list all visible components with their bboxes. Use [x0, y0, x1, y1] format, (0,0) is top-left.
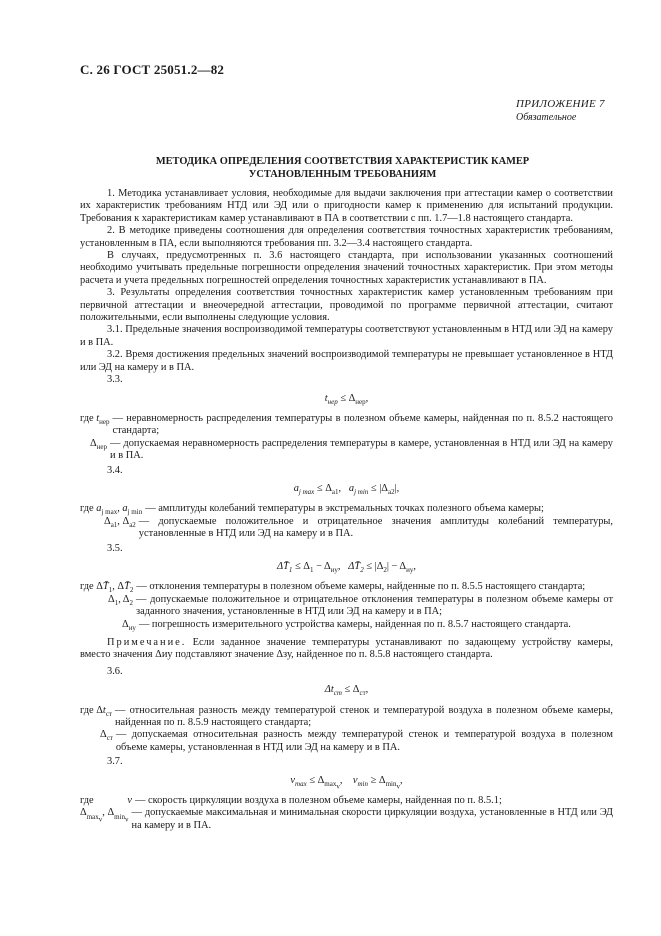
item-3-6: 3.6. [107, 665, 123, 677]
paragraph-3-1: 3.1. Предельные значения воспроизводимой температуры соответствуют установленным в НТД или ЭД на камеру и в ПА. [80, 324, 613, 348]
formula-3-4: $a_{j max} \le \Delta_{a1}$, $a_{j min} \le |\Delta_{a2}|$, [293, 482, 400, 497]
paragraph-2b: В случаях, предусмотренных п. 3.6 настоящего стандарта, при использовании указанных соотношений необходимо учитывать предельные погрешности определения значений точностных характеристик. При этом методы расчета и учета предельных погрешностей определения точностных характеристик устанавливают в ПА. [80, 250, 613, 286]
definition-delta-ner: $\Delta_{нер}$ — допускаемая неравномерность распределения температуры в камере, установленная в НТД или ЭД на камеру и в ПА. [90, 437, 613, 462]
definition-delta-iu: $\Delta_{иу}$ — погрешность измерительного устройства камеры, найденная по п. 8.5.7 настоящего стандарта. [122, 618, 571, 632]
item-3-3: 3.3. [107, 374, 123, 386]
paragraph-1: 1. Методика устанавливает условия, необходимые для выдачи заключения при аттестации камер о соответствии их характеристик требованиям НТД или ЭД или о пригодности камер к применению для испытаний продукции. Требования к характеристикам камер устанавливают в ПА в соответствии с пп. 1.7—1.8 настоящего стандарта. [80, 188, 613, 224]
appendix-status: Обязательное [516, 112, 577, 124]
paragraph-2: 2. В методике приведены соотношения для определения соответствия точностных характеристик требованиям, установленным в ПА, если выполняются требования пп. 3.2—3.4 настоящего стандарта. [80, 225, 613, 249]
paragraph-3: 3. Результаты определения соответствия точностных характеристик камер установленным требованиям при первичной аттестации и внеочередной аттестации, проводимой по программе первичной аттестации, считают положительными, если выполнены следующие условия. [80, 287, 613, 324]
item-3-4: 3.4. [107, 464, 123, 476]
definition-a-j: где $a_{j max}$, $a_{j min}$ — амплитуды колебаний температуры в экстремальных точках полезного объема камеры; [80, 503, 544, 517]
definition-delta-t: где $\Delta T̄_1$, $\Delta T̄_2$ — отклонения температуры в полезном объеме камеры, найденные по п. 8.5.5 настоящего стандарта; [80, 581, 586, 595]
note: Примечание. Если заданное значение температуры устанавливают по задающему устройству камеры, вместо значения Δиу подставляют значение Δзу, найденное по п. 8.5.8 настоящего стандарта. [80, 637, 613, 661]
definition-delta-a: $\Delta_{a1}$, $\Delta_{a2}$ — допускаемые положительное и отрицательное значения амплитуды колебаний температуры, установленные в НТД или ЭД на камеру и в ПА. [104, 515, 613, 540]
item-3-5: 3.5. [107, 542, 123, 554]
document-title [80, 155, 605, 181]
definition-delta-12: $\Delta_1$, $\Delta_2$ — допускаемые положительное и отрицательное отклонения температуры в полезном объеме камеры от заданного значения, установленные в НТД или ЭД на камеру и в ПА; [108, 593, 613, 618]
formula-3-6: $\Delta t_{ст} \le \Delta_{ст}$, [324, 684, 369, 698]
appendix-number: ПРИЛОЖЕНИЕ 7 [516, 98, 605, 110]
formula-3-3: $t_{нер} \le \Delta_{нер}$, [324, 392, 369, 406]
appendix-label [516, 98, 606, 125]
definition-t-ner: где $t_{нер}$ — неравномерность распределения температуры в полезном объеме камеры, найденная по п. 8.5.2 настоящего стандарта; [80, 412, 613, 437]
title-line-2: УСТАНОВЛЕННЫМ ТРЕБОВАНИЯМ [248, 169, 437, 180]
title-line-1: МЕТОДИКА ОПРЕДЕЛЕНИЯ СООТВЕТСТВИЯ ХАРАКТЕРИСТИК КАМЕР [155, 156, 530, 167]
definition-delta-t-st: где $\Delta t_{ст}$ — относительная разность между температурой стенок и температурой воздуха в полезном объеме камеры, найденная по п. 8.5.9 настоящего стандарта; [80, 704, 613, 729]
definition-delta-st: $\Delta_{ст}$ — допускаемая относительная разность между температурой стенок и температурой воздуха в полезном объеме камеры, установленная в НТД или ЭД на камеру и в ПА. [100, 729, 613, 753]
item-3-7: 3.7. [107, 756, 123, 768]
page-header: С. 26 ГОСТ 25051.2—82 [80, 62, 225, 77]
definition-v: где v — скорость циркуляции воздуха в полезном объеме камеры, найденная по п. 8.5.1; [80, 795, 502, 807]
definition-delta-v: $\Delta_{max_v}$, $\Delta_{min_v}$ — допускаемые максимальная и минимальная скорости циркуляции воздуха, установленные в НТД или ЭД на камеру и в ПА. [80, 807, 613, 831]
formula-3-5: $\Delta T̄_1 \le \Delta_1 - \Delta_{иу}$, $\Delta T̄_2 \le |\Delta_2| - \Delta_{иу}$, [277, 560, 416, 575]
document-body [80, 188, 613, 832]
paragraph-3-2: 3.2. Время достижения предельных значений воспроизводимой температуры не превышает установленное в НТД или ЭД на камеру и в ПА. [80, 349, 613, 373]
formula-3-7: $v_{max} \le \Delta_{max_v}$, $v_{min} \ge \Delta_{min_v}$, [290, 774, 403, 791]
